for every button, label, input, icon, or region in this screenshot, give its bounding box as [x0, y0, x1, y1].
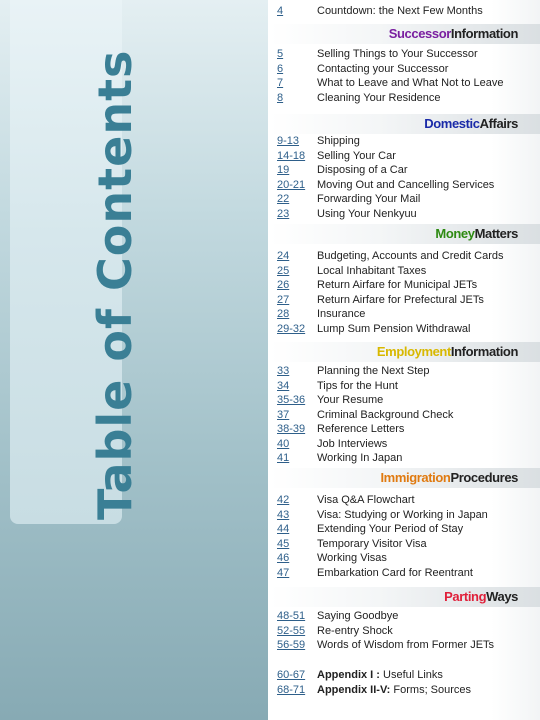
entry-title: Words of Wisdom from Former JETs: [317, 639, 495, 651]
entry-title: Planning the Next Step: [317, 365, 430, 377]
entry-title: Selling Your Car: [317, 149, 396, 162]
entry-title: What to Leave and What Not to Leave: [317, 77, 504, 89]
header-rest: Matters: [474, 226, 518, 241]
page-number[interactable]: 28: [277, 308, 290, 320]
toc-entry[interactable]: [277, 668, 535, 683]
section-header-employment: [270, 342, 540, 362]
toc-entry[interactable]: [277, 422, 535, 437]
entry-title: Re-entry Shock: [317, 624, 393, 637]
page-number[interactable]: 52-55: [277, 624, 306, 637]
toc-entry[interactable]: [277, 437, 535, 452]
section-header-parting: [270, 587, 540, 607]
entry-title: Local Inhabitant Taxes: [317, 264, 427, 277]
page-number[interactable]: 56-59: [277, 639, 306, 651]
header-accent: Employment: [376, 344, 451, 359]
toc-entry[interactable]: [277, 508, 535, 523]
page-number[interactable]: 48-51: [277, 610, 306, 622]
section-header-money: [270, 224, 540, 244]
parting-list: [277, 609, 535, 653]
section-header-domestic: [270, 114, 540, 134]
appendix-label: Appendix I :: [317, 669, 380, 681]
toc-entry[interactable]: [277, 683, 535, 698]
page-number[interactable]: 7: [277, 77, 284, 89]
toc-entry[interactable]: [277, 609, 535, 624]
entry-title: Visa: Studying or Working in Japan: [317, 508, 488, 521]
page-number[interactable]: 37: [277, 408, 290, 421]
page-number[interactable]: 19: [277, 164, 290, 176]
entry-title: Your Resume: [317, 394, 384, 406]
entry-title: Budgeting, Accounts and Credit Cards: [317, 250, 504, 262]
toc-entry[interactable]: [277, 322, 535, 337]
entry-title: Extending Your Period of Stay: [317, 523, 464, 535]
page-number[interactable]: 14-18: [277, 149, 306, 162]
page-number[interactable]: 46: [277, 552, 290, 564]
entry-title: Insurance: [317, 308, 366, 320]
page-number[interactable]: 29-32: [277, 322, 306, 335]
page-number[interactable]: 41: [277, 452, 290, 464]
entry-title: Return Airfare for Prefectural JETs: [317, 293, 484, 306]
page-number[interactable]: 38-39: [277, 423, 306, 435]
page-number[interactable]: 35-36: [277, 394, 306, 406]
toc-entry[interactable]: [277, 4, 535, 19]
page-number[interactable]: 44: [277, 523, 290, 535]
toc-entry[interactable]: [277, 293, 535, 308]
toc-entry[interactable]: [277, 163, 535, 178]
page-number[interactable]: 34: [277, 379, 290, 392]
entry-title: Moving Out and Cancelling Services: [317, 178, 495, 191]
immigration-list: [277, 493, 535, 580]
entry-title: Saying Goodbye: [317, 610, 399, 622]
entry-title: Working In Japan: [317, 452, 403, 464]
entry-title: Using Your Nenkyuu: [317, 207, 417, 220]
header-rest: Information: [450, 26, 518, 41]
toc-entry[interactable]: [277, 207, 535, 222]
toc-entry[interactable]: [277, 522, 535, 537]
header-rest: Ways: [486, 589, 518, 604]
page-title: Table of Contents: [88, 49, 142, 520]
page-number[interactable]: 22: [277, 193, 290, 205]
money-list: [277, 249, 535, 336]
entry-title: Cleaning Your Residence: [317, 91, 441, 104]
toc-entry[interactable]: [277, 178, 535, 193]
entry-title: Visa Q&A Flowchart: [317, 494, 415, 506]
toc-entry[interactable]: [277, 379, 535, 394]
entry-title: Selling Things to Your Successor: [317, 48, 478, 60]
entry-title: Working Visas: [317, 552, 387, 564]
toc-entry[interactable]: [277, 264, 535, 279]
entry-title: Disposing of a Car: [317, 164, 408, 176]
page-number[interactable]: 20-21: [277, 178, 306, 191]
header-accent: Parting: [444, 589, 487, 604]
entry-title: Forms; Sources: [390, 683, 472, 696]
toc-entry[interactable]: [277, 76, 535, 91]
entry-title: Tips for the Hunt: [317, 379, 398, 392]
entry-title: Return Airfare for Municipal JETs: [317, 279, 478, 291]
entry-title: Temporary Visitor Visa: [317, 537, 427, 550]
entry-title: Lump Sum Pension Withdrawal: [317, 322, 471, 335]
header-rest: Affairs: [479, 116, 518, 131]
entry-title: Useful Links: [379, 669, 443, 681]
entry-title: Job Interviews: [317, 437, 388, 450]
employment-list: [277, 364, 535, 466]
page-number[interactable]: 68-71: [277, 683, 306, 696]
toc-entry[interactable]: [277, 624, 535, 639]
toc-entry[interactable]: [277, 249, 535, 264]
page-number[interactable]: 43: [277, 508, 290, 521]
toc-entry[interactable]: [277, 566, 535, 581]
section-header-immigration: [270, 468, 540, 488]
entry-title: Forwarding Your Mail: [317, 193, 421, 205]
page-number[interactable]: 24: [277, 250, 290, 262]
toc-entry[interactable]: [277, 192, 535, 207]
toc-entry[interactable]: [277, 393, 535, 408]
toc-entry[interactable]: [277, 551, 535, 566]
header-accent: Successor: [388, 26, 451, 41]
domestic-list: [277, 134, 535, 221]
page-number[interactable]: 25: [277, 264, 290, 277]
entry-title: Criminal Background Check: [317, 408, 454, 421]
appendix-label: Appendix II-V:: [317, 683, 391, 696]
page-number[interactable]: 33: [277, 365, 290, 377]
toc-entry[interactable]: [277, 537, 535, 552]
toc-entry[interactable]: [277, 91, 535, 106]
toc-entry[interactable]: [277, 47, 535, 62]
page-number[interactable]: 4: [277, 5, 284, 17]
header-accent: Domestic: [424, 116, 480, 131]
page-number[interactable]: 8: [277, 91, 284, 104]
section-header-successor: [270, 24, 540, 44]
toc-entry[interactable]: [277, 408, 535, 423]
toc-entry[interactable]: [277, 134, 535, 149]
entry-title: Countdown: the Next Few Months: [317, 5, 483, 17]
toc-entry[interactable]: [277, 638, 535, 653]
page-number[interactable]: 42: [277, 494, 290, 506]
header-accent: Immigration: [380, 470, 451, 485]
toc-entry[interactable]: [277, 149, 535, 164]
entry-title: Contacting your Successor: [317, 62, 449, 75]
toc-entry[interactable]: [277, 493, 535, 508]
page-number[interactable]: 47: [277, 566, 290, 579]
page-number[interactable]: 27: [277, 293, 290, 306]
page-number[interactable]: 45: [277, 537, 290, 550]
toc-entry[interactable]: [277, 364, 535, 379]
toc-entry[interactable]: [277, 451, 535, 466]
header-rest: Information: [450, 344, 518, 359]
page-number[interactable]: 6: [277, 62, 284, 75]
page-number[interactable]: 23: [277, 207, 290, 220]
successor-list: [277, 47, 535, 105]
page-number[interactable]: 9-13: [277, 135, 300, 147]
toc-entry[interactable]: [277, 278, 535, 293]
page-number[interactable]: 40: [277, 437, 290, 450]
header-rest: Procedures: [450, 470, 518, 485]
page-number[interactable]: 5: [277, 48, 284, 60]
entry-title: Embarkation Card for Reentrant: [317, 566, 473, 579]
header-accent: Money: [435, 226, 475, 241]
entry-title: Reference Letters: [317, 423, 405, 435]
page-number[interactable]: 60-67: [277, 669, 306, 681]
appendix-list: [277, 668, 535, 697]
toc-entry[interactable]: [277, 62, 535, 77]
page-number[interactable]: 26: [277, 279, 290, 291]
toc-entry[interactable]: [277, 307, 535, 322]
intro-list: [277, 4, 535, 19]
entry-title: Shipping: [317, 135, 360, 147]
